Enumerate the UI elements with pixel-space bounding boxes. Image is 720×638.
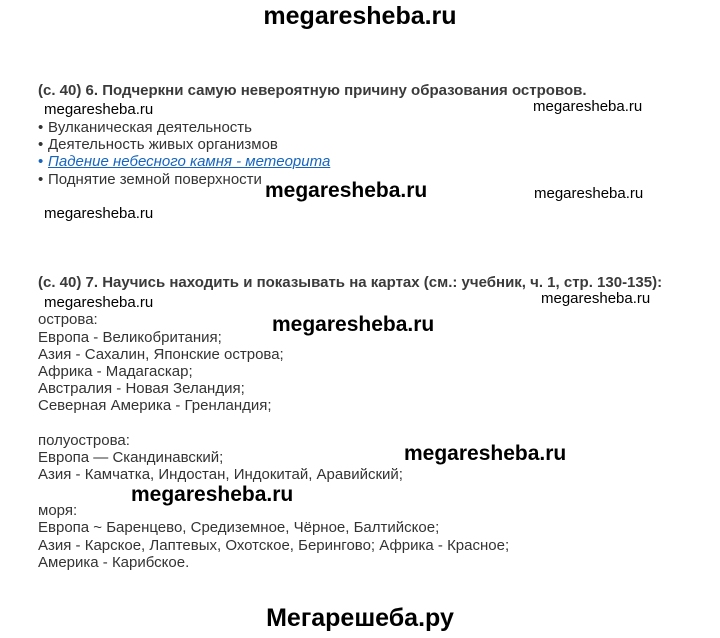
peninsula-item: Европа — Скандинавский; <box>38 449 224 466</box>
bullet-icon: • <box>38 171 44 188</box>
task-6-option <box>38 119 252 136</box>
task-6-option <box>38 171 262 188</box>
sea-item: Америка - Карибское. <box>38 554 190 571</box>
sea-item: Азия - Карское, Лаптевых, Охотское, Берингово; Африка - Красное; <box>38 537 510 554</box>
island-item: Азия - Сахалин, Японские острова; <box>38 346 284 363</box>
seas-header: моря: <box>38 502 78 519</box>
island-item: Африка - Мадагаскар; <box>38 363 193 380</box>
island-item: Австралия - Новая Зеландия; <box>38 380 245 397</box>
peninsulas-header: полуострова: <box>38 432 130 449</box>
watermark-small: megaresheba.ru <box>44 101 154 118</box>
watermark-small: megaresheba.ru <box>533 98 643 115</box>
island-item: Северная Америка - Гренландия; <box>38 397 272 414</box>
sea-item: Европа ~ Баренцево, Средиземное, Чёрное, Балтийское; <box>38 519 440 536</box>
bullet-icon: • <box>38 136 44 153</box>
option-label: Деятельность живых организмов <box>48 136 278 153</box>
watermark-big: megaresheba.ru <box>265 179 428 202</box>
island-item: Европа - Великобритания; <box>38 329 222 346</box>
bullet-icon: • <box>38 119 44 136</box>
watermark-small: megaresheba.ru <box>534 185 644 202</box>
watermark-big: megaresheba.ru <box>131 483 294 506</box>
answer-label: Падение небесного камня - метеорита <box>48 153 331 170</box>
task-6-option-answer <box>38 153 330 170</box>
task-7-title: (с. 40) 7. Научись находить и показывать на картах (см.: учебник, ч. 1, стр. 130-135): <box>38 274 663 291</box>
bullet-icon: • <box>38 153 44 170</box>
task-6-option <box>38 136 278 153</box>
watermark-small: megaresheba.ru <box>44 294 154 311</box>
option-label: Вулканическая деятельность <box>48 119 252 136</box>
footer-watermark: Мегарешеба.ру <box>266 604 454 632</box>
watermark-small: megaresheba.ru <box>44 205 154 222</box>
task-6-title: (с. 40) 6. Подчеркни самую невероятную причину образования островов. <box>38 82 587 99</box>
watermark-big: megaresheba.ru <box>272 313 435 336</box>
watermark-small: megaresheba.ru <box>541 290 651 307</box>
watermark-big: megaresheba.ru <box>404 442 567 465</box>
peninsula-item: Азия - Камчатка, Индостан, Индокитай, Аравийский; <box>38 466 403 483</box>
islands-header: острова: <box>38 311 98 328</box>
option-label: Поднятие земной поверхности <box>48 171 262 188</box>
header-watermark: megaresheba.ru <box>263 2 457 30</box>
